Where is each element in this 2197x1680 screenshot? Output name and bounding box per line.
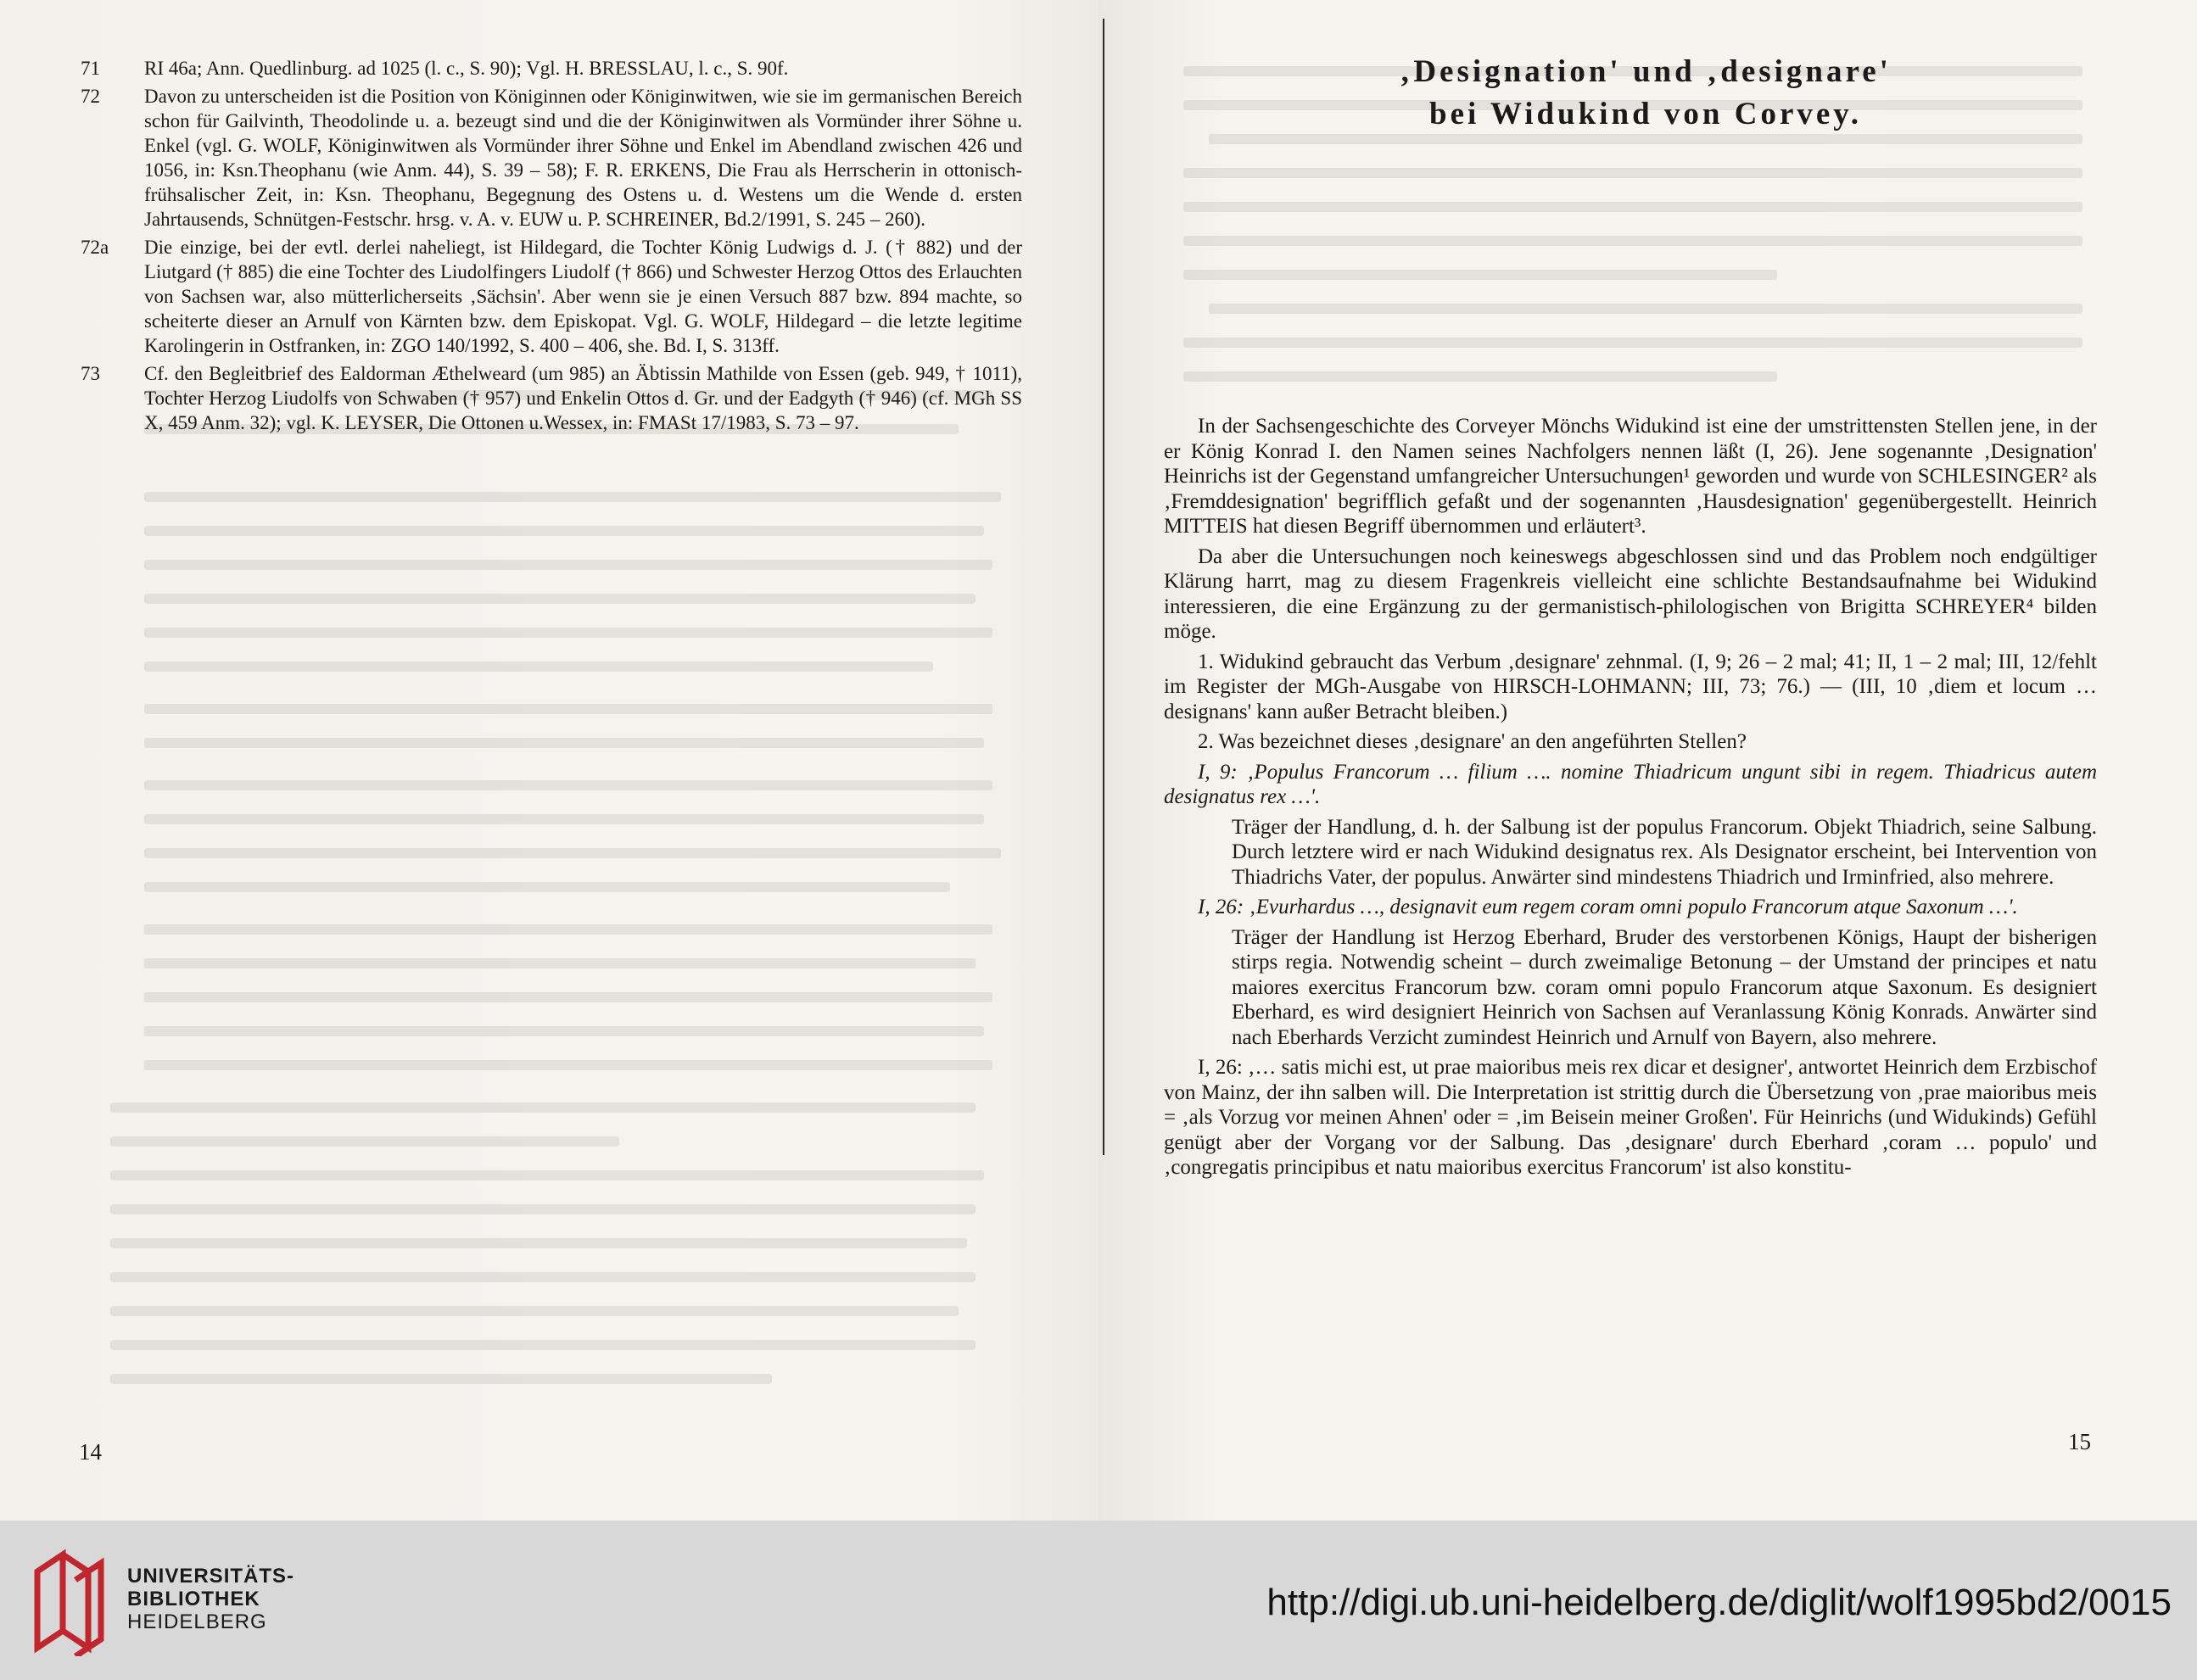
footnote-number: 71 [81, 58, 100, 79]
title-line-1: ‚Designation' und ‚designare' [1400, 54, 1892, 89]
paragraph: In der Sachsengeschichte des Corveyer Mönchs Widukind ist eine der umstrittensten Stellen jene, in der er König Konrad I. den Namen seines Nachfolgers nennen läßt (I, 26). Jene sogenannte ‚Designation' Heinrichs ist der Gegenstand umfangreicher Untersuchungen¹ geworden und wurde von SCHLESINGER² als ‚Fremddesignation' begrifflich gefaßt und der sogenannten ‚Hausdesignation' gegenübergestellt. Heinrich MITTEIS hat diesen Begriff übernommen und erläutert³. [1164, 415, 2097, 538]
page-number-right: 15 [2068, 1429, 2091, 1454]
paragraph: 1. Widukind gebraucht das Verbum ‚designare' zehnmal. (I, 9; 26 – 2 mal; 41; II, 1 – 2 mal; III, 12/fehlt im Register der MGh-Ausgabe von HIRSCH-LOHMANN; III, 73; 76.) — (III, 10 ‚diem et locum … designans' kann außer Betracht bleiben.) [1164, 650, 2097, 723]
footnotes [81, 56, 1022, 438]
footnote-number: 72a [81, 237, 109, 258]
source-url[interactable]: http://digi.ub.uni-heidelberg.de/diglit/wolf1995bd2/0015 [1266, 1582, 2172, 1623]
library-name-line-3: HEIDELBERG [127, 1610, 267, 1633]
library-logo-icon [29, 1546, 114, 1656]
quote-paragraph: I, 9: ‚Populus Francorum … filium …. nomine Thiadricum ungunt sibi in regem. Thiadricus autem designatus rex …'. [1164, 760, 2097, 808]
footnote-text: Cf. den Begleitbrief des Ealdorman Æthelweard (um 985) an Äbtissin Mathilde von Essen (geb. 949, † 1011), Tochter Herzog Liudolfs von Schwaben († 957) und Enkelin Ottos d. Gr. und der Eadgyth († 946) (cf. MGh SS X, 459 Anm. 32); vgl. K. LEYSER, Die Ottonen u.Wessex, in: FMASt 17/1983, S. 73 – 97. [144, 363, 1022, 433]
gutter-divider [1103, 19, 1104, 1155]
footnote-number: 73 [81, 363, 100, 384]
library-name-line-2: BIBLIOTHEK [127, 1588, 260, 1610]
left-page [0, 0, 1098, 1521]
footnote-text: Davon zu unterscheiden ist die Position von Königinnen oder Königinwitwen, wie sie im germanischen Bereich schon für Gailvinth, Theodolinde u. a. bezeugt sind und die der Königinwitwen als Vormünder ihrer Söhne u. Enkel (vgl. G. WOLF, Königinwitwen als Vormünder ihrer Söhne und Enkel im Abendland zwischen 426 und 1056, in: Ksn.Theophanu (wie Anm. 44), S. 39 – 58); F. R. ERKENS, Die Frau als Herrscherin in ottonisch-frühsalischer Zeit, in: Ksn. Theophanu, Begegnung des Ostens u. d. Westens um die Wende d. ersten Jahrtausends, Schnütgen-Festschr. hrsg. v. A. v. EUW u. P. SCHREINER, Bd.2/1991, S. 245 – 260). [144, 86, 1022, 230]
paragraph: I, 26: ‚… satis michi est, ut prae maioribus meis rex dicar et designer', antwortet Heinrich dem Erzbischof von Mainz, der ihn salben will. Die Interpretation ist strittig durch die Übersetzung von ‚prae maioribus meis = ‚als Vorzug vor meinen Ahnen' oder = ‚im Beisein meiner Großen'. Für Heinrichs (und Widukinds) Gefühl genügt aber der Vorgang vor der Salbung. Das ‚designare' durch Eberhard ‚coram … populo' und ‚congregatis principibus et natu maioribus exercitus Francorum' ist also konstitu- [1164, 1056, 2097, 1179]
library-name-line-1: UNIVERSITÄTS- [127, 1565, 295, 1588]
page-title [1213, 51, 2078, 136]
footer-bar [0, 1521, 2197, 1680]
paragraph: Träger der Handlung, d. h. der Salbung ist der populus Francorum. Objekt Thiadrich, seine Salbung. Durch letztere wird er nach Widukind designatus rex. Als Designator erscheint, bei Intervention von Thiadrichs Vater, der populus. Anwärter sind mindestens Thiadrich und Irminfried, also mehrere. [1232, 815, 2097, 889]
page-number-left: 14 [79, 1439, 102, 1465]
footnote-number: 72 [81, 86, 100, 107]
paragraph: Träger der Handlung ist Herzog Eberhard, Bruder des verstorbenen Königs, Haupt der bisherigen stirps regia. Notwendig scheint – durch zweimalige Betonung – der Umstand der principes et natu maiores exercitus Francorum bzw. coram omni populo Francorum atque Saxonum. Es designiert Eberhard, es wird designiert Heinrich von Sachsen auf Veranlassung König Konrads. Anwärter sind nach Eberhards Verzicht zumindest Heinrich und Arnulf von Bayern, also mehrere. [1232, 925, 2097, 1049]
footnote [81, 361, 1022, 435]
body-text [1164, 414, 2097, 1186]
library-name [127, 1565, 294, 1633]
quote-paragraph: I, 26: ‚Evurhardus …, designavit eum regem coram omni populo Francorum atque Saxonum …'. [1198, 896, 2018, 918]
footnote [81, 56, 1022, 81]
footnote-text: RI 46a; Ann. Quedlinburg. ad 1025 (l. c., S. 90); Vgl. H. BRESSLAU, l. c., S. 90f. [144, 58, 789, 79]
footnote [81, 84, 1022, 232]
title-line-2: bei Widukind von Corvey. [1429, 97, 1862, 131]
paragraph: Da aber die Untersuchungen noch keineswegs abgeschlossen sind und das Problem noch endgültiger Klärung harrt, mag zu diesem Fragenkreis vielleicht eine schlichte Bestandsaufnahme bei Widukind interessieren, die eine Ergänzung zu der germanistisch-philologischen von Brigitta SCHREYER⁴ bilden möge. [1164, 544, 2097, 643]
footnote-text: Die einzige, bei der evtl. derlei naheliegt, ist Hildegard, die Tochter König Ludwigs d. J. († 882) und der Liutgard († 885) die eine Tochter des Liudolfingers Liudolf († 866) und Schwester Herzog Ottos des Erlauchten von Sachsen war, also mütterlicherseits ‚Sächsin'. Aber wenn sie je einen Versuch 887 bzw. 894 machte, so scheiterte dieser an Arnulf von Kärnten bzw. dem Episkopat. Vgl. G. WOLF, Hildegard – die letzte legitime Karolingerin in Ostfranken, in: ZGO 140/1992, S. 400 – 406, she. Bd. I, S. 313ff. [144, 237, 1022, 356]
footnote [81, 235, 1022, 358]
paragraph: 2. Was bezeichnet dieses ‚designare' an den angeführten Stellen? [1198, 730, 1747, 753]
